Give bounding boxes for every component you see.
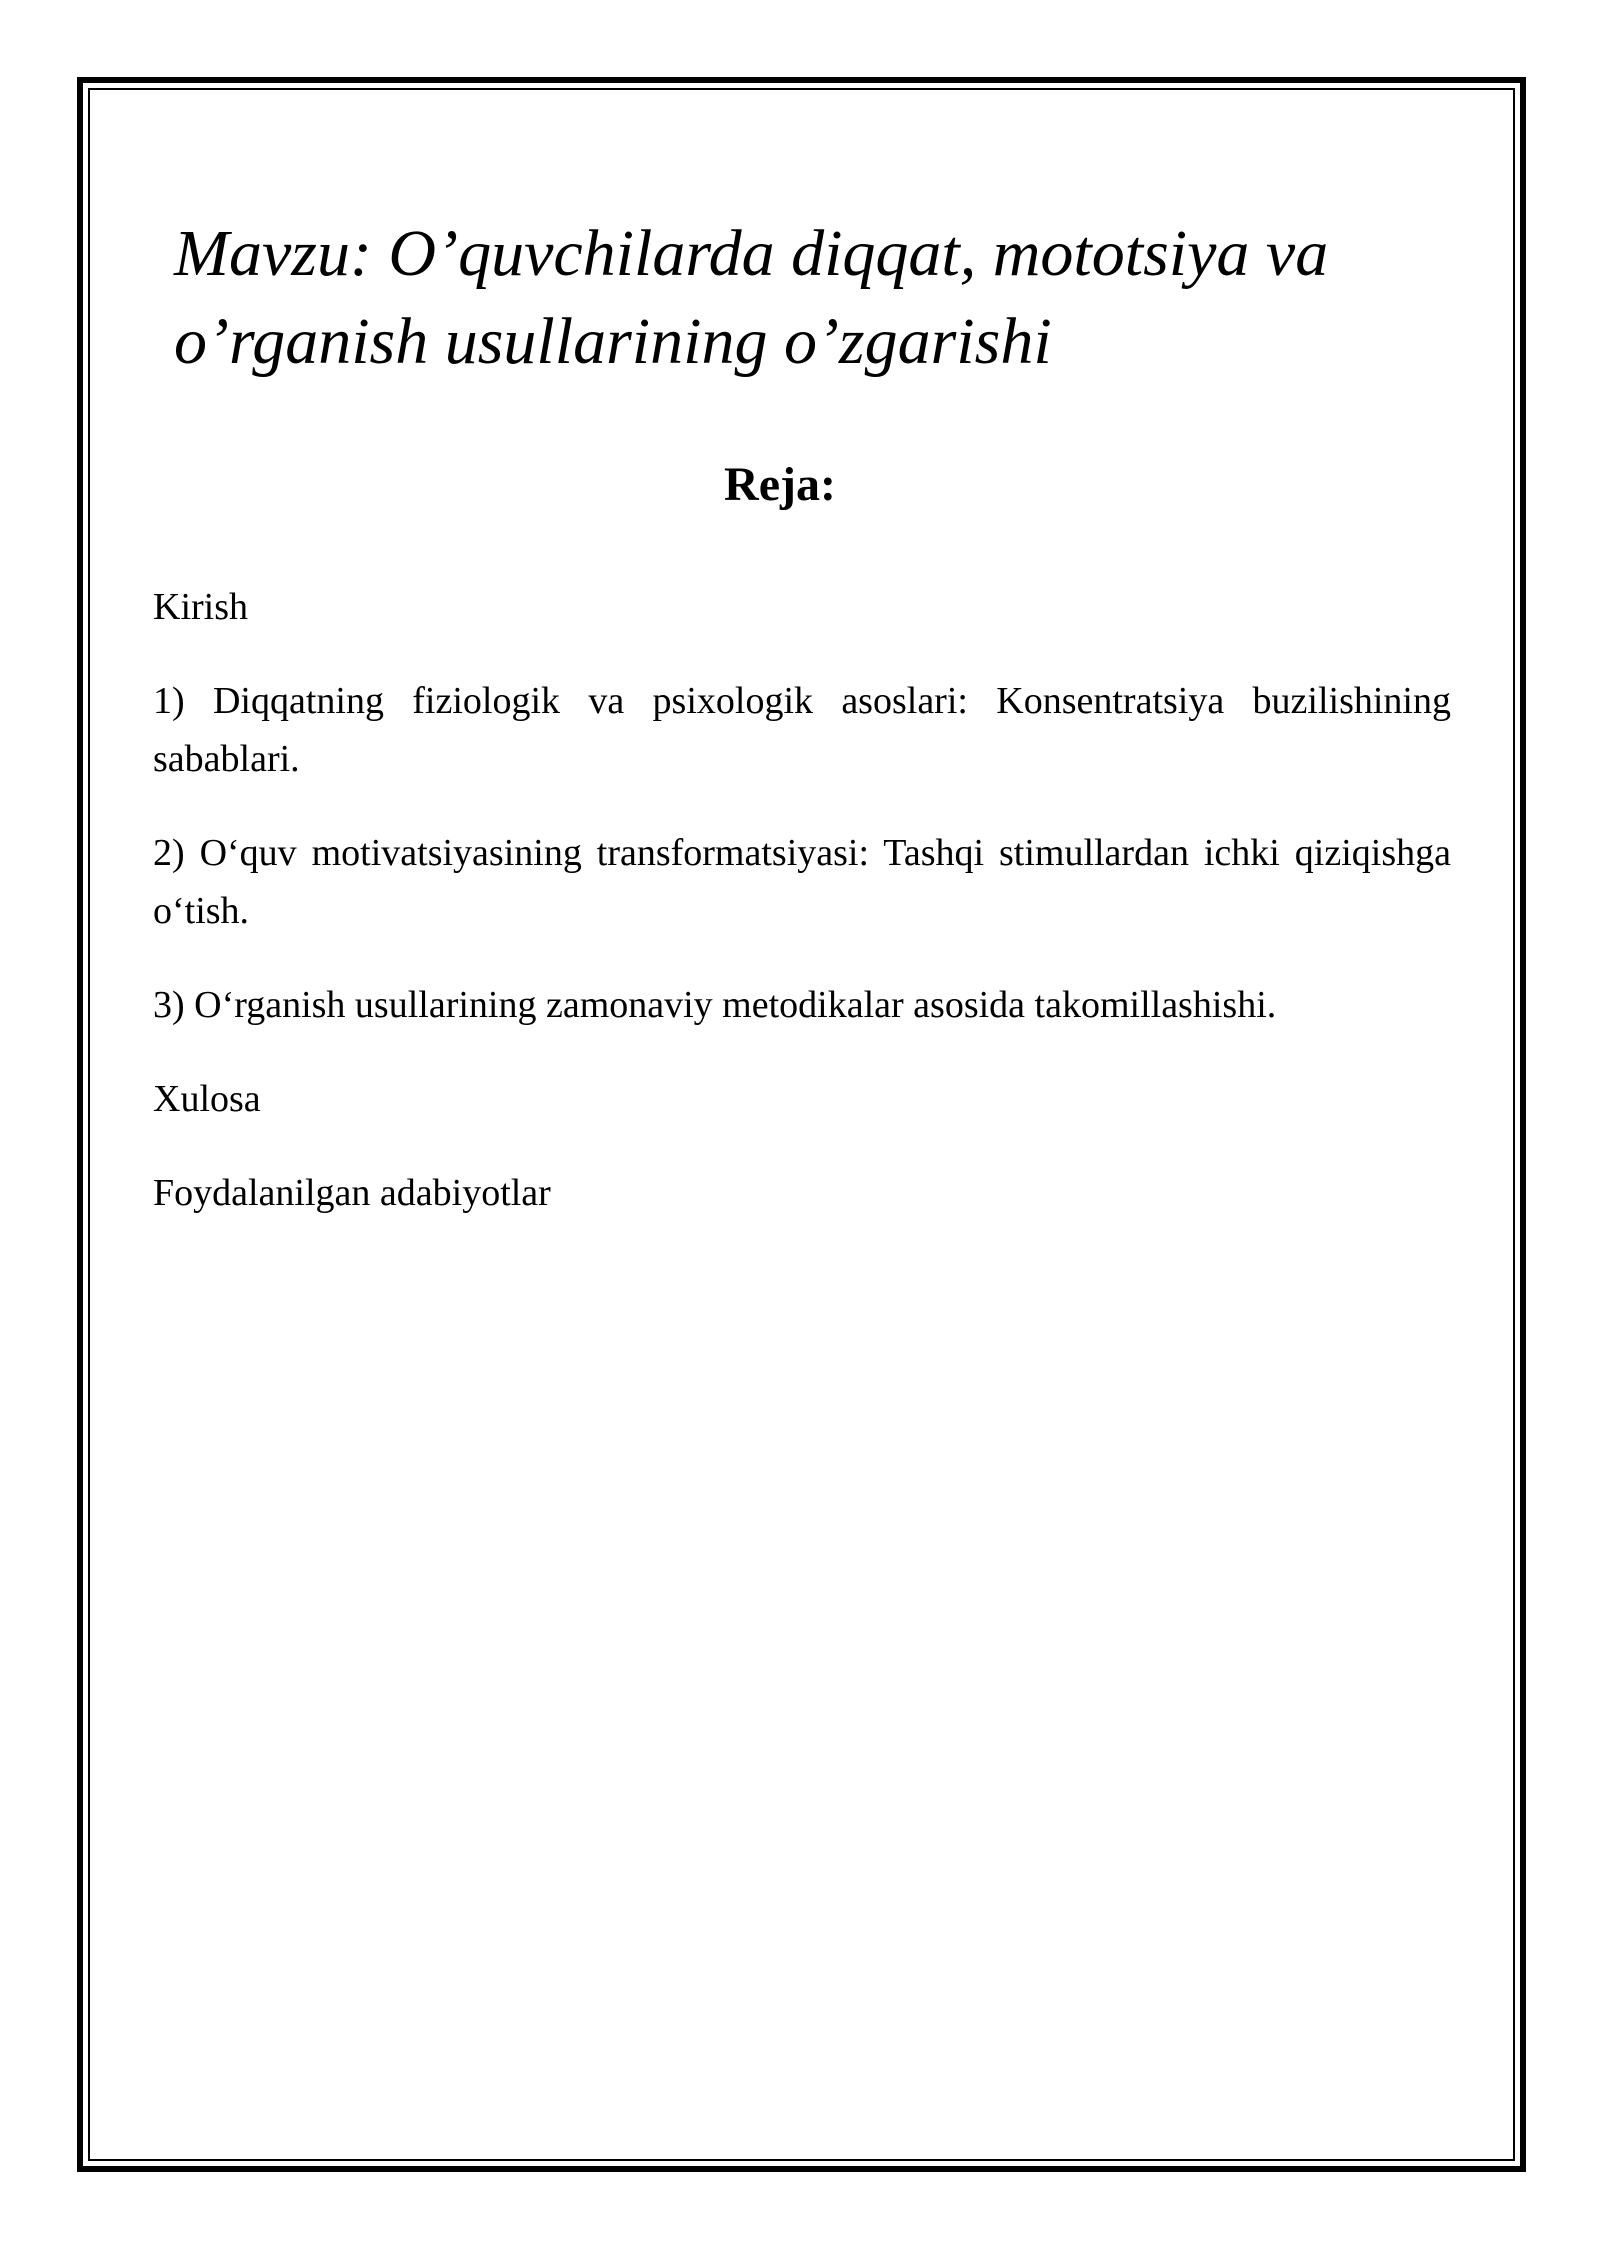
plan-item-3: 3) O‘rganish usullarining zamonaviy metodikalar asosida takomillashishi. xyxy=(153,984,1277,1026)
plan-item-references: Foydalanilgan adabiyotlar xyxy=(153,1172,551,1214)
plan-item-1: 1) Diqqatning fiziologik va psixologik asoslari: Konsentratsiya buzilishining sabablari. xyxy=(153,680,1451,780)
plan-heading: Reja: xyxy=(724,458,836,511)
plan-item-2: 2) O‘quv motivatsiyasining transformatsiyasi: Tashqi stimullardan ichki qiziqishga o‘tish. xyxy=(153,832,1451,932)
plan-item-introduction: Kirish xyxy=(153,586,248,628)
plan-list xyxy=(153,578,1451,1258)
document-title: Mavzu: O’quvchilarda diqqat, mototsiya va o’rganish usullarining o’zgarishi xyxy=(174,217,1329,378)
plan-item-conclusion: Xulosa xyxy=(153,1078,261,1120)
